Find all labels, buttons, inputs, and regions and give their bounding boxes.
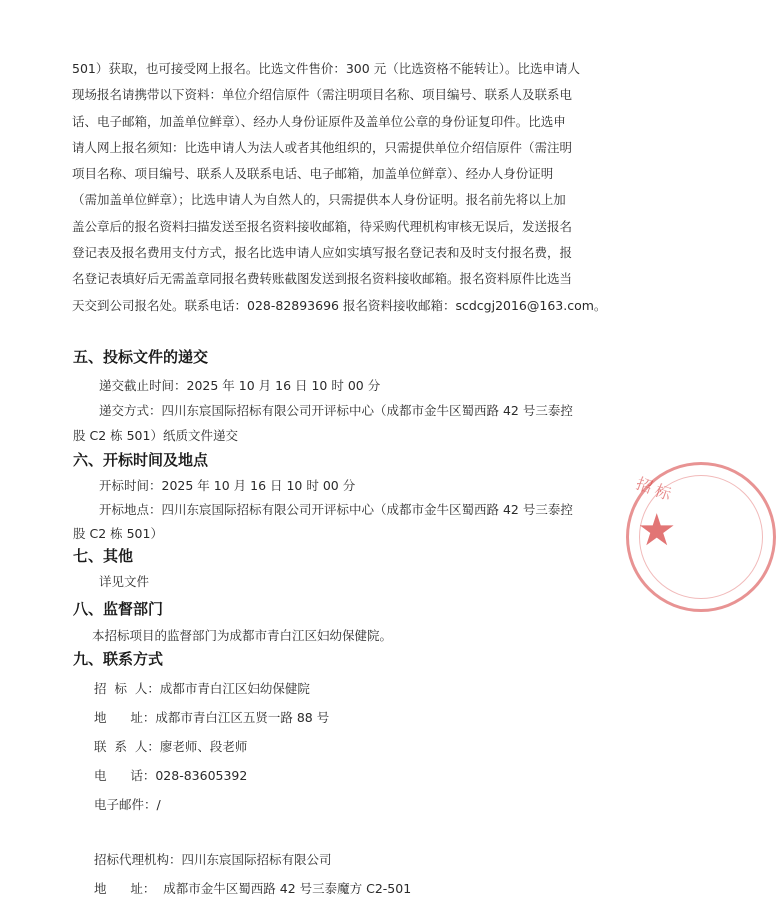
paragraph-line: 501）获取，也可接受网上报名。比选文件售价：300 元（比选资格不能转让）。比选申请人: [72, 61, 580, 76]
paragraph-line: （需加盖单位鲜章）；比选申请人为自然人的，只需提供本人身份证明。报名前先将以上加: [72, 192, 566, 208]
paragraph-line: 请人网上报名须知：比选申请人为法人或者其他组织的，只需提供单位介绍信原件（需注明: [72, 139, 573, 155]
submission-deadline: 递交截止时间：2025 年 10 月 16 日 10 时 00 分: [99, 378, 381, 393]
email-line: 电子邮件：/: [94, 797, 161, 812]
other-text: 详见文件: [99, 574, 150, 589]
tenderer-line: 招 标 人：成都市青白江区妇幼保健院: [94, 681, 310, 696]
section-9-heading: 九、联系方式: [73, 650, 164, 668]
registration-paragraph: [72, 56, 607, 319]
paragraph-line: 盖公章后的报名资料扫描发送至报名资料接收邮箱，待采购代理机构审核无误后，发送报名: [72, 218, 573, 234]
section-6-heading: 六、开标时间及地点: [73, 451, 209, 469]
company-seal-stamp: [626, 462, 776, 612]
submission-method-line: 递交方式：四川东宸国际招标有限公司开评标中心（成都市金牛区蜀西路 42 号三泰控: [99, 403, 573, 418]
supervision-text: 本招标项目的监督部门为成都市青白江区妇幼保健院。: [92, 628, 393, 643]
paragraph-line: 天交到公司报名处。联系电话：028-82893696 报名资料接收邮箱：scdcgj2016@163.com。: [72, 297, 607, 313]
section-8-heading: 八、监督部门: [73, 600, 164, 618]
address-line: 地 址：成都市青白江区五贤一路 88 号: [94, 710, 330, 725]
section-7-heading: 七、其他: [73, 547, 134, 565]
paragraph-line: 话、电子邮箱，加盖单位鲜章）、经办人身份证原件及盖单位公章的身份证复印件。比选申: [72, 113, 566, 129]
phone-line: 电 话：028-83605392: [94, 768, 248, 783]
paragraph-line: 登记表及报名费用支付方式，报名比选申请人应如实填写报名登记表和及时支付报名费，报: [72, 245, 573, 261]
opening-place-line: 开标地点：四川东宸国际招标有限公司开评标中心（成都市金牛区蜀西路 42 号三泰控: [99, 502, 573, 517]
opening-place-line: 股 C2 栋 501）: [73, 526, 163, 541]
opening-time: 开标时间：2025 年 10 月 16 日 10 时 00 分: [99, 478, 356, 493]
section-5-heading: 五、投标文件的递交: [73, 348, 209, 366]
contact-person-line: 联 系 人：廖老师、段老师: [94, 739, 248, 754]
submission-method-line: 股 C2 栋 501）纸质文件递交: [73, 428, 238, 443]
paragraph-line: 名登记表填好后无需盖章同报名费转账截图发送到报名资料接收邮箱。报名资料原件比选当: [72, 271, 573, 287]
agency-address-line: 地 址： 成都市金牛区蜀西路 42 号三泰魔方 C2-501: [94, 881, 412, 896]
agency-line: 招标代理机构：四川东宸国际招标有限公司: [94, 852, 332, 867]
seal-text: 招标: [633, 473, 678, 506]
paragraph-line: 现场报名请携带以下资料：单位介绍信原件（需注明项目名称、项目编号、联系人及联系电: [72, 87, 573, 103]
paragraph-line: 项目名称、项目编号、联系人及联系电话、电子邮箱，加盖单位鲜章）、经办人身份证明: [72, 166, 554, 182]
seal-star-icon: ★: [637, 505, 677, 556]
